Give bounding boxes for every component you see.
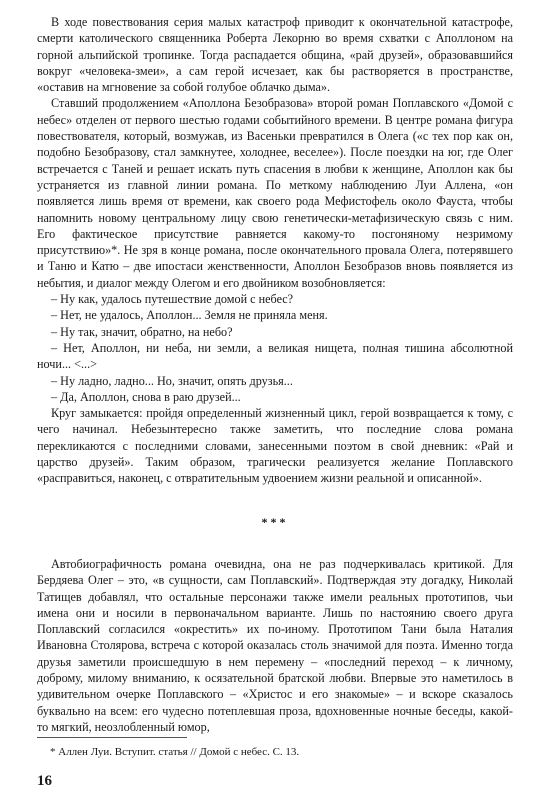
paragraph: В ходе повествования серия малых катастроф приводит к окончательной катастрофе, смерти католического священника Роберта Лекорню во время схватки с Аполлоном на горной альпийской тропинке. Тогда распадается община, «рай друзей», образовавшийся вокруг «человека-змеи», а сам герой исчезает, как бы растворяется в пространстве, «оставив на мгновение за собой голубое облачко дыма».	[37, 15, 513, 95]
paragraph: Круг замыкается: пройдя определенный жизненный цикл, герой возвращается к тому, с чего начинал. Небезынтересно также заметить, что последние слова романа перекликаются с последними словами, занесенными поэтом в свой дневник: «Рай и царство друзей». Таким образом, трагически реализуется желание Поплавского «расправиться, наконец, с отвратительным удвоением жизни реальной и описанной».	[37, 406, 513, 486]
paragraph: Ставший продолжением «Аполлона Безобразова» второй роман Поплавского «Домой с небес» отделен от первого шестью годами событийного времени. В центре романа фигура повествователя, который, возмужав, из Васеньки превратился в Олега («с тех пор как он, подобно Безобразову, стал замкнутее, холоднее, веселее»). После поездки на юг, где Олег встречается с Таней и решает искать путь спасения в любви к женщине, Аполлон как бы устраняется из главной линии романа. По меткому наблюдению Луи Аллена, «он появляется лишь время от времени, как своего рода Мефистофель около Фауста, чтобы напомнить новому центральному лицу свою генетически-метафизическую связь с ним. Его фактическое присутствие равняется какому-то посгоняному незримому присутствию»*. Не зря в конце романа, после окончательного провала Олега, потерявшего и Таню и Катю – две ипостаси женственности, Аполлон Безобразов вновь появляется из небытия, и диалог между Олегом и его двойником возобновляется:	[37, 96, 513, 290]
section-separator: ***	[261, 514, 289, 529]
dialogue-line: – Ну ладно, ладно... Но, значит, опять друзья...	[51, 373, 293, 388]
footnote-rule	[37, 737, 187, 738]
dialogue-line: – Нет, Аполлон, ни неба, ни земли, а великая нищета, полная тишина абсолютной ночи... <...>	[37, 340, 513, 372]
page-number: 16	[37, 773, 52, 789]
footnote: * Аллен Луи. Вступит. статья // Домой с небес. С. 13.	[50, 746, 300, 758]
dialogue-line: – Нет, не удалось, Аполлон... Земля не приняла меня.	[51, 308, 328, 323]
body-text	[37, 14, 513, 735]
dialogue-line: – Ну так, значит, обратно, на небо?	[51, 324, 233, 339]
dialogue-line: – Ну как, удалось путешествие домой с небес?	[51, 292, 294, 307]
dialogue-line: – Да, Аполлон, снова в раю друзей...	[51, 389, 241, 404]
paragraph: Автобиографичность романа очевидна, она не раз подчеркивалась критикой. Для Бердяева Олег – это, «в сущности, сам Поплавский». Подтверждая эту догадку, Николай Татищев добавлял, что остальные персонажи также имели реальных прототипов, чьи имена они и носили в первоначальном варианте. Лишь по настоянию своего друга Поплавский согласился «окрестить» их по-иному. Прототипом Тани была Наталия Ивановна Столярова, встреча с которой оказалась столь значимой для поэта. Именно тогда друзья заметили происшедшую в нем перемену – «последний переход – к личному, доброму, милому вниманию, к осязательной братской любви. Впервые это наметилось в удивительном очерке Поплавского – «Христос и его знакомые» – и вскоре сказалось буквально на всем: его чудесно потеплевшая проза, вдохновенные ночные беседы, какой-то мягкий, неозлобленный юмор,	[37, 556, 513, 734]
